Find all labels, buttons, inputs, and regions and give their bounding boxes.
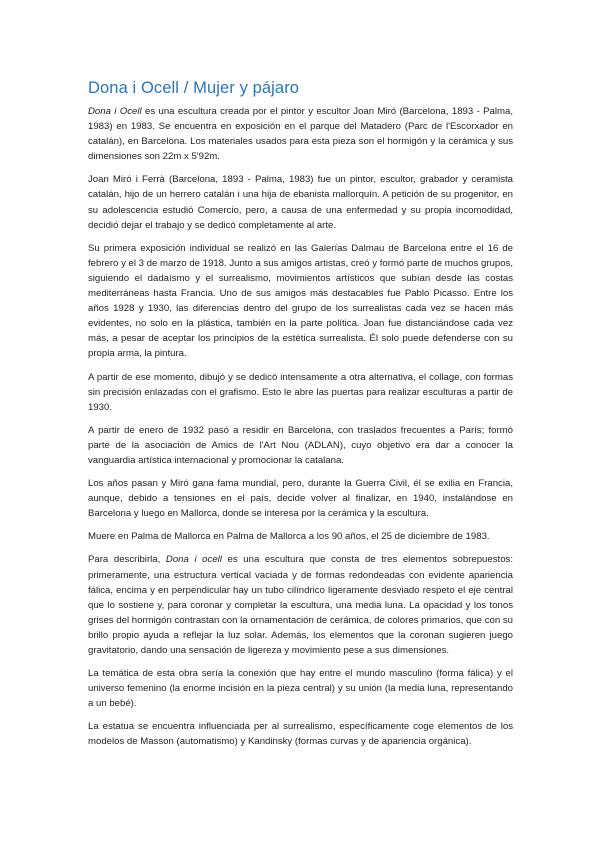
paragraph-first-exhibition: Su primera exposición individual se realizó en las Galerías Dalmau de Barcelona entre el 16 de febrero y el 3 de marzo de 1918. Junto a sus amigos artistas, creó y formó parte de muchos grupos, siguiendo el dadaísmo y el surrealismo, movimientos artísticos que subían desde las costas mediterráneas hasta Francia. Uno de sus amigos más destacables fue Pablo Picasso. Entre los años 1928 y 1930, las diferencias dentro del grupo de los surrealistas cada vez se hacen más evidentes, no solo en la plástica, también en la parte política. Joan fue distanciándose cada vez más, a pesar de aceptar los principios de la estética surrealista. Él solo puede defenderse con su propia arma, la pintura. bbox=[88, 242, 514, 360]
paragraph-description bbox=[88, 552, 513, 658]
paragraph-barcelona-1932: A partir de enero de 1932 pasó a residir en Barcelona, con traslados frecuentes a París; formó parte de la asociación de Amics de l'Art Nou (ADLAN), cuyo objetivo era dar a conocer la vanguardia artística internacional y promocionar la catalana. bbox=[88, 424, 513, 466]
paragraph-text: es una escultura creada por el pintor y escultor Joan Miró (Barcelona, 1893 - Palma, 1983) en 1983. Se encuentra en exposición en el parque del Matadero (Parc de l'Escorxador en catalán), en Barcelona. Los materiales usados para esta pieza son el hormigón y la cerámica y sus dimensiones son 22m x 5'92m. bbox=[88, 106, 513, 163]
paragraph-lead: Para describirla, bbox=[88, 554, 166, 566]
paragraph-theme: La temática de esta obra sería la conexión que hay entre el mundo masculino (forma fálica) y el universo femenino (la enorme incisión en la pieza central) y su unión (la media luna, representando a un bebé). bbox=[88, 668, 513, 710]
document-title: Dona i Ocell / Mujer y pájaro bbox=[88, 79, 300, 97]
paragraph-text: es una escultura que consta de tres elementos sobrepuestos: primeramente, una estructura vertical vaciada y de formas redondeadas con evidente apariencia fálica, encima y en perpendicular hay un tubo cilíndrico ligeramente desviado respeto el eje central que lo sostiene y, para coronar y completar la escultura, una media luna. La opacidad y los tonos grises del hormigón contrastan con la ornamentación de cerámica, de colores primarios, que con su brillo propio ayuda a reflejar la luz solar. Además, los elementos que la coronan sugieren juego gravitatorio, dando una sensación de ligereza y movimiento pese a sus dimensiones. bbox=[88, 554, 513, 656]
artwork-title-italic: Dona i ocell bbox=[165, 554, 222, 566]
paragraph-biography: Joan Miró i Ferrà (Barcelona, 1893 - Palma, 1983) fue un pintor, escultor, grabador y ceramista catalán, hijo de un herrero catalán i una hija de ebanista mallorquín. A petición de su progenitor, en su adolescencia estudió Comercio, pero, a causa de una enfermedad y su propia incomodidad, decidió dejar el trabajo y se dedicó completamente al arte. bbox=[88, 174, 513, 231]
paragraph-civil-war: Los años pasan y Miró gana fama mundial, pero, durante la Guerra Civil, él se exilia en Francia, aunque, debido a tensiones en el país, decide volver al finalizar, en 1940, instalándose en Barcelona y luego en Mallorca, donde se interesa por la cerámica y la escultura. bbox=[88, 478, 513, 520]
paragraph-intro bbox=[88, 104, 513, 164]
artwork-title-italic: Dona i Ocell bbox=[88, 106, 142, 117]
paragraph-death: Muere en Palma de Mallorca en Palma de Mallorca a los 90 años, el 25 de diciembre de 1983. bbox=[88, 531, 490, 543]
paragraph-collage: A partir de ese momento, dibujó y se dedicó intensamente a otra alternativa, el collage, con formas sin precisión enlazadas con el grafismo. Esto le abre las puertas para realizar esculturas a partir de 1930. bbox=[88, 371, 513, 413]
paragraph-influences: La estatua se encuentra influenciada per al surrealismo, específicamente coge elementos de los modelos de Masson (automatismo) y Kandinsky (formas curvas y de apariencia orgánica). bbox=[88, 721, 513, 748]
